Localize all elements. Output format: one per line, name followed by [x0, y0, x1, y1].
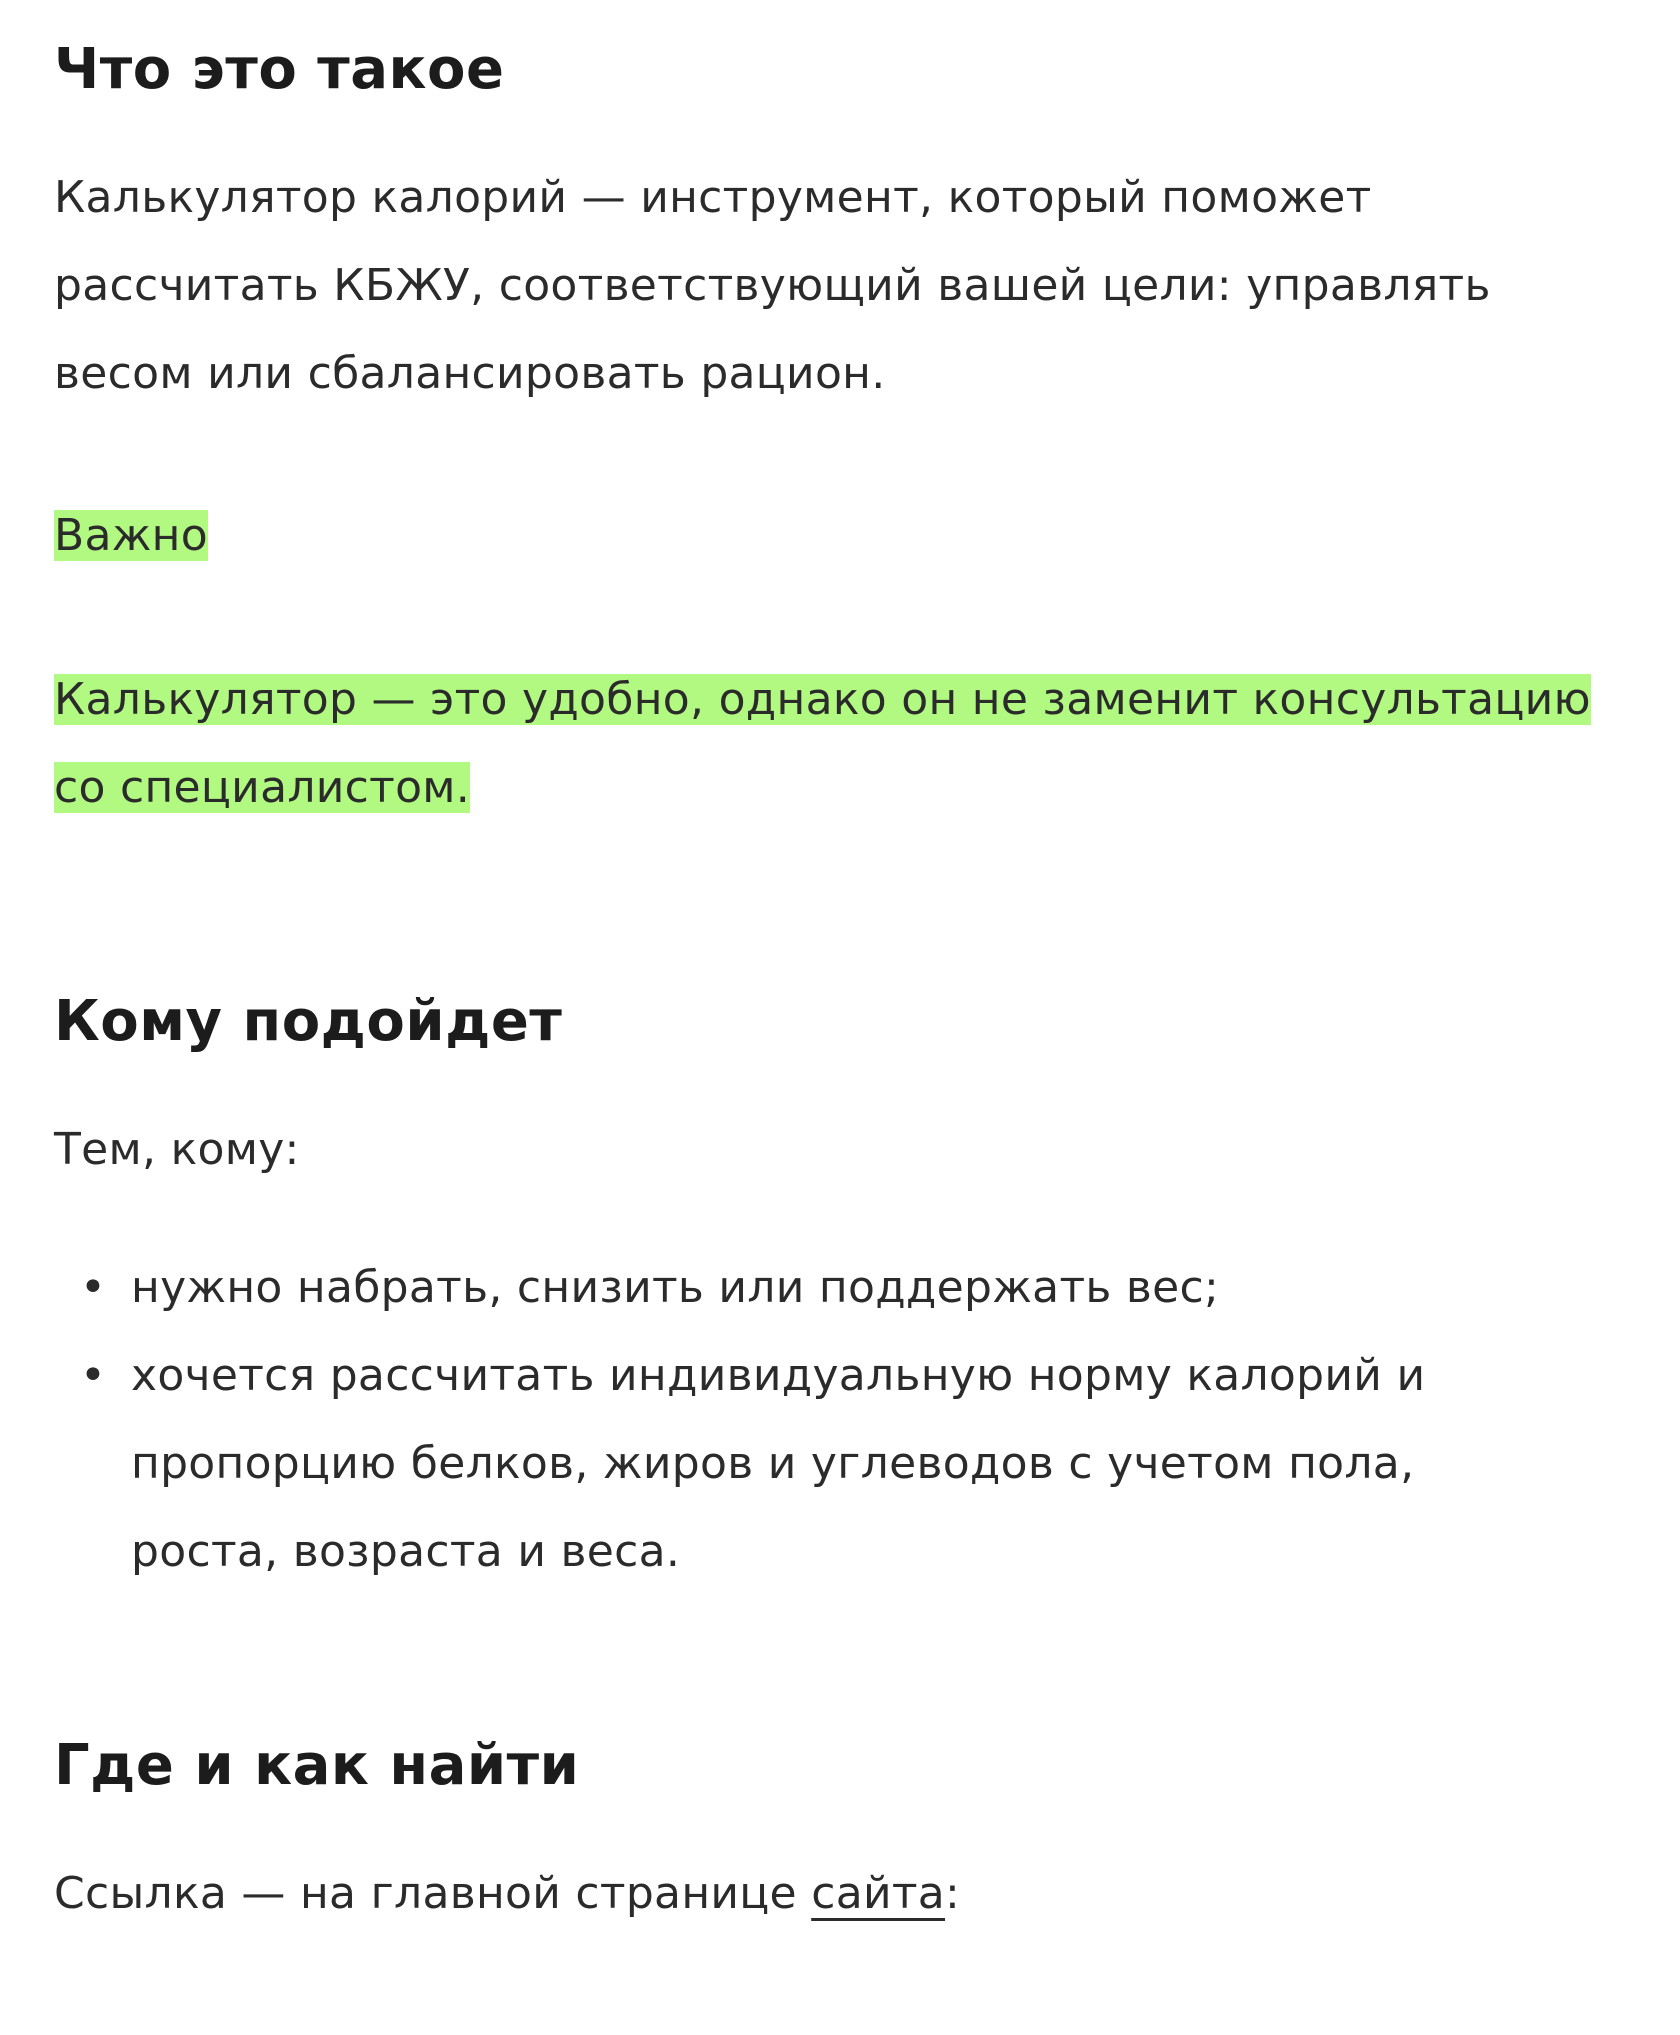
important-note-paragraph: [54, 656, 1600, 832]
important-note-line: со специалистом.: [54, 762, 471, 813]
bullet-dot-icon: •: [80, 1262, 107, 1313]
intro-paragraph: [54, 154, 1600, 418]
list-item: [54, 1244, 1600, 1332]
list-item-line: роста, возраста и веса.: [131, 1526, 681, 1577]
where-paragraph: [54, 1850, 1600, 1938]
intro-line: весом или сбалансировать рацион.: [54, 348, 886, 399]
heading-where-to-find: Где и как найти: [54, 1733, 580, 1798]
list-item: [54, 1332, 1600, 1596]
where-text-before-link: Ссылка — на главной странице: [54, 1868, 812, 1919]
intro-line: рассчитать КБЖУ, соответствующий вашей цели: управлять: [54, 260, 1491, 311]
important-label-paragraph: [54, 492, 1600, 580]
bullet-dot-icon: •: [80, 1350, 107, 1401]
list-item-line: нужно набрать, снизить или поддержать вес;: [131, 1262, 1220, 1313]
where-text-after-link: :: [945, 1868, 961, 1919]
who-bullet-list: [54, 1244, 1600, 1596]
list-item-line: пропорцию белков, жиров и углеводов с учетом пола,: [131, 1438, 1415, 1489]
site-link[interactable]: сайта: [811, 1868, 946, 1919]
important-note-line: Калькулятор — это удобно, однако он не заменит консультацию: [54, 674, 1591, 725]
heading-who-is-it-for: Кому подойдет: [54, 989, 563, 1054]
heading-what-is-it: Что это такое: [54, 37, 505, 102]
intro-line: Калькулятор калорий — инструмент, который поможет: [54, 172, 1372, 223]
who-lead-text: Тем, кому:: [54, 1124, 300, 1175]
important-label: Важно: [54, 510, 208, 561]
list-item-line: хочется рассчитать индивидуальную норму калорий и: [131, 1350, 1426, 1401]
